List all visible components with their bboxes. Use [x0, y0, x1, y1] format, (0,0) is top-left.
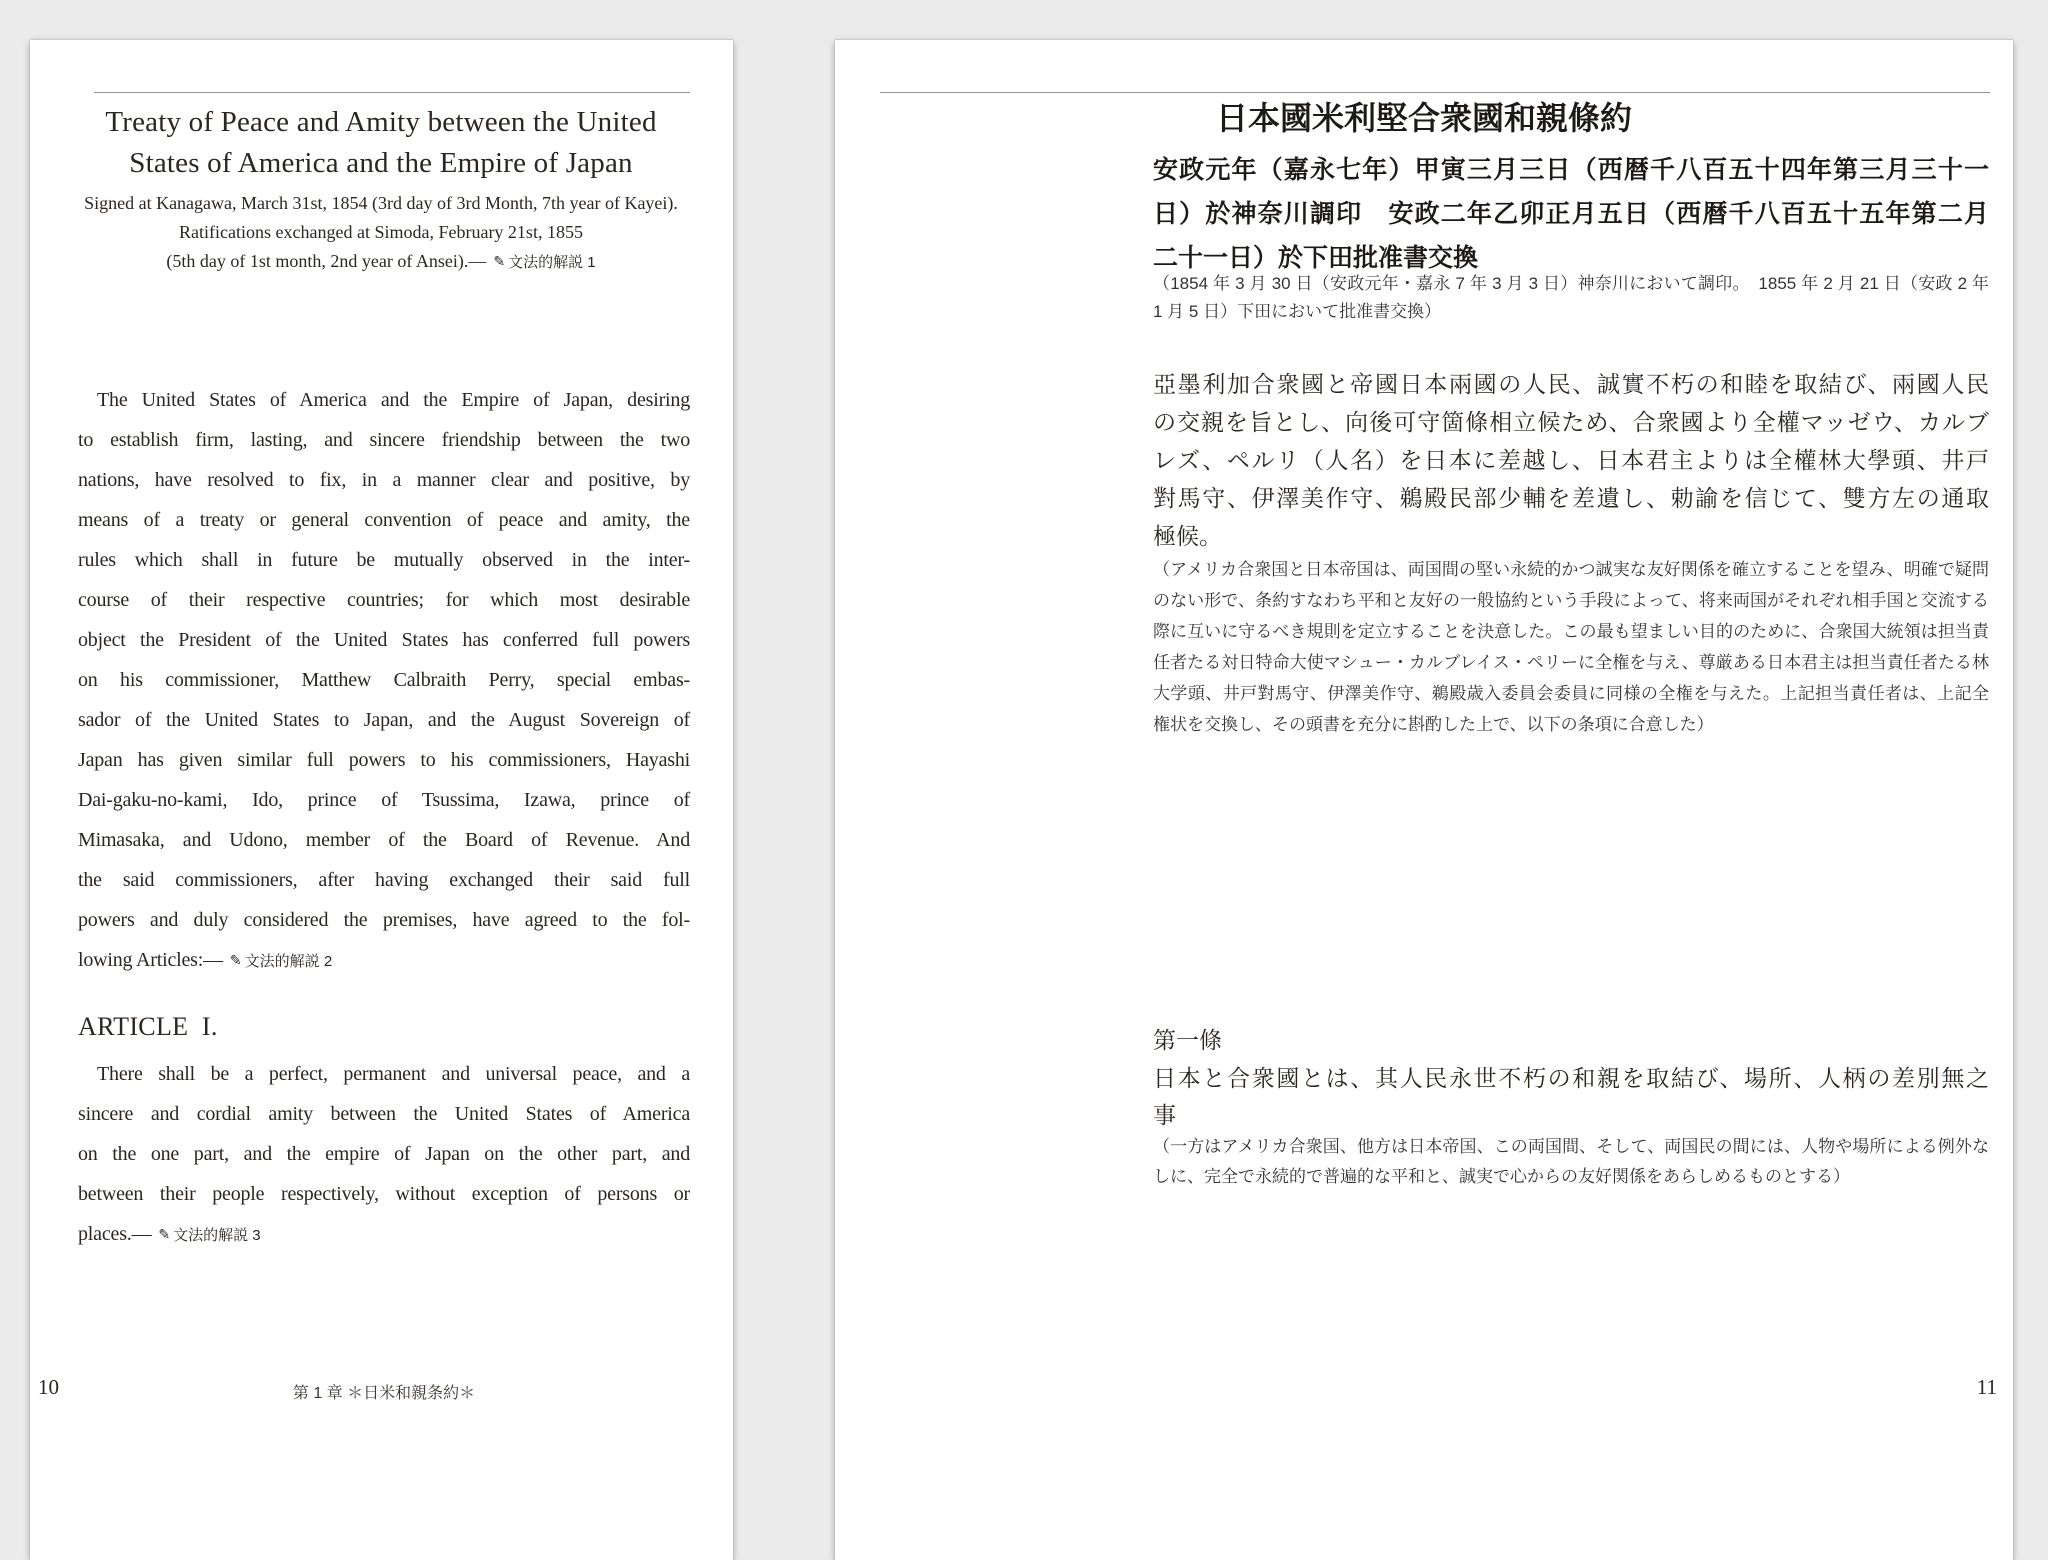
text-line: 二十一日）於下田批准書交換 [1153, 245, 1479, 272]
text-line: （アメリカ合衆国と日本帝国は、両国間の堅い永続的かつ誠実な友好関係を確立することを望み、明確で疑問 [1153, 560, 1989, 579]
text-line: between their people respectively, without exception of persons or [78, 1183, 690, 1205]
left-page [30, 40, 733, 1560]
text-line: course of their respective countries; for which most desirable [78, 589, 690, 611]
text-line: のない形で、条約すなわち平和と友好の一般協約という手段によって、将来両国がそれぞれ相手国と交流する [1153, 591, 1989, 610]
pencil-icon: ✎ [229, 952, 242, 968]
text-line: on the one part, and the empire of Japan on the other part, and [78, 1143, 690, 1165]
preamble-paragraph-jp [1153, 366, 1989, 556]
text-line: on his commissioner, Matthew Calbraith Perry, special embas- [78, 669, 690, 691]
text-line: nations, have resolved to fix, in a manner clear and positive, by [78, 469, 690, 491]
text-line: Dai-gaku-no-kami, Ido, prince of Tsussima, Izawa, prince of [78, 789, 690, 811]
grammar-note-label: 文法的解説 2 [244, 953, 333, 970]
text-line: 1 月 5 日）下田において批准書交換） [1153, 302, 1442, 321]
subtitle-ratifications-line: Ratifications exchanged at Simoda, February 21st, 1855 [179, 222, 583, 242]
article1-heading-jp: 第一條 [1153, 1028, 1222, 1053]
text-line: 大学頭、井戸對馬守、伊澤美作守、鵜殿歳入委員会委員に同様の全権を与えた。上記担当責任者は、上記全 [1153, 684, 1989, 703]
treaty-date-jp [1153, 149, 1989, 281]
pencil-icon: ✎ [493, 253, 506, 269]
text-line: 日）於神奈川調印 安政二年乙卯正月五日（西暦千八百五十五年第二月 [1153, 201, 1989, 228]
treaty-title-line2: States of America and the Empire of Japan [129, 147, 633, 179]
text-line: to establish firm, lasting, and sincere friendship between the two [78, 429, 690, 451]
text-line: しに、完全で永続的で普遍的な平和と、誠実で心からの友好関係をあらしめるものとする） [1153, 1167, 1850, 1186]
right-page-top-rule [880, 92, 1990, 93]
text-line: の交親を旨とし、向後可守箇條相立候ため、合衆國より全權マッゼウ、カルブ [1153, 410, 1989, 435]
text-line: sincere and cordial amity between the United States of America [78, 1103, 690, 1125]
treaty-title-jp: 日本國米利堅合衆國和親條約 [1215, 100, 1632, 136]
grammar-note-ref-3 [151, 1227, 260, 1244]
text-line: Japan has given similar full powers to his commissioners, Hayashi [78, 749, 690, 771]
preamble-paragraph [78, 380, 690, 982]
treaty-title-en [55, 102, 707, 184]
text-line: 對馬守、伊澤美作守、鵜殿民部少輔を差遺し、勅諭を信じて、雙方左の通取 [1153, 486, 1989, 511]
grammar-note-label: 文法的解説 1 [508, 254, 596, 271]
text-line: the said commissioners, after having exchanged their said full [78, 869, 690, 891]
preamble-lines [78, 380, 690, 940]
text-line: 事 [1153, 1103, 1176, 1128]
running-footer-chapter: 第 1 章 ＊日米和親条約＊ [292, 1385, 476, 1402]
treaty-date-note-jp [1153, 270, 1989, 326]
text-line: 日本と合衆國とは、其人民永世不朽の和親を取結び、場所、人柄の差別無之 [1153, 1066, 1989, 1091]
grammar-note-label: 文法的解説 3 [173, 1227, 261, 1244]
grammar-note-ref-1 [486, 254, 595, 271]
article1-paragraph-jp [1153, 1060, 1989, 1134]
left-page-top-rule [94, 92, 690, 93]
preamble-note-jp [1153, 554, 1989, 740]
text-line: object the President of the United States has conferred full powers [78, 629, 690, 651]
article1-note-jp [1153, 1132, 1989, 1192]
grammar-note-ref-2 [223, 953, 332, 970]
text-line: Mimasaka, and Udono, member of the Board of Revenue. And [78, 829, 690, 851]
text-line: 極候。 [1153, 524, 1222, 549]
page-number-right: 11 [1976, 1375, 1997, 1399]
text-line: sador of the United States to Japan, and the August Sovereign of [78, 709, 690, 731]
article1-last-line-en: places.— ✎ 文法的解説 3 [78, 1214, 690, 1256]
text-line: レズ、ペルリ（人名）を日本に差越し、日本君主よりは全權林大學頭、井戸 [1153, 448, 1989, 473]
text-line: There shall be a perfect, permanent and universal peace, and a [97, 1063, 690, 1085]
text-line: 際に互いに守るべき規則を定立することを決意した。この最も望ましい目的のために、合衆国大統領は担当責 [1153, 622, 1989, 641]
treaty-title-line1: Treaty of Peace and Amity between the United [105, 106, 657, 138]
text-line: means of a treaty or general convention of peace and amity, the [78, 509, 690, 531]
text-line: 安政元年（嘉永七年）甲寅三月三日（西暦千八百五十四年第三月三十一 [1153, 157, 1989, 184]
pencil-icon: ✎ [158, 1226, 171, 1242]
text-line: powers and duly considered the premises, have agreed to the fol- [78, 909, 690, 931]
subtitle-ansei-line: (5th day of 1st month, 2nd year of Ansei).— ✎ 文法的解説 1 [55, 247, 707, 277]
article1-paragraph-en [78, 1054, 690, 1256]
article1-lines-en [78, 1054, 690, 1214]
text-line: （1854 年 3 月 30 日（安政元年・嘉永 7 年 3 月 3 日）神奈川において調印。 1855 年 2 月 21 日（安政 2 年 [1153, 274, 1989, 293]
text-line: （一方はアメリカ合衆国、他方は日本帝国、この両国間、そして、両国民の間には、人物や場所による例外な [1153, 1137, 1989, 1156]
article1-heading-en: ARTICLE I. [78, 1012, 218, 1041]
right-page [835, 40, 2013, 1560]
preamble-last-line: lowing Articles:— ✎ 文法的解説 2 [78, 940, 690, 982]
text-line: 任者たる対日特命大使マシュー・カルブレイス・ペリーに全権を与え、尊厳ある日本君主は担当責任者たる林 [1153, 653, 1989, 672]
text-line: The United States of America and the Empire of Japan, desiring [97, 389, 690, 411]
text-line: rules which shall in future be mutually observed in the inter- [78, 549, 690, 571]
text-line: 亞墨利加合衆國と帝國日本兩國の人民、誠實不朽の和睦を取結び、兩國人民 [1153, 372, 1989, 397]
treaty-subtitle-en [55, 189, 707, 277]
subtitle-signed-line: Signed at Kanagawa, March 31st, 1854 (3rd day of 3rd Month, 7th year of Kayei). [84, 193, 678, 213]
page-number-left: 10 [38, 1375, 59, 1399]
text-line: 権状を交換し、その頭書を充分に斟酌した上で、以下の条項に合意した） [1153, 715, 1714, 734]
